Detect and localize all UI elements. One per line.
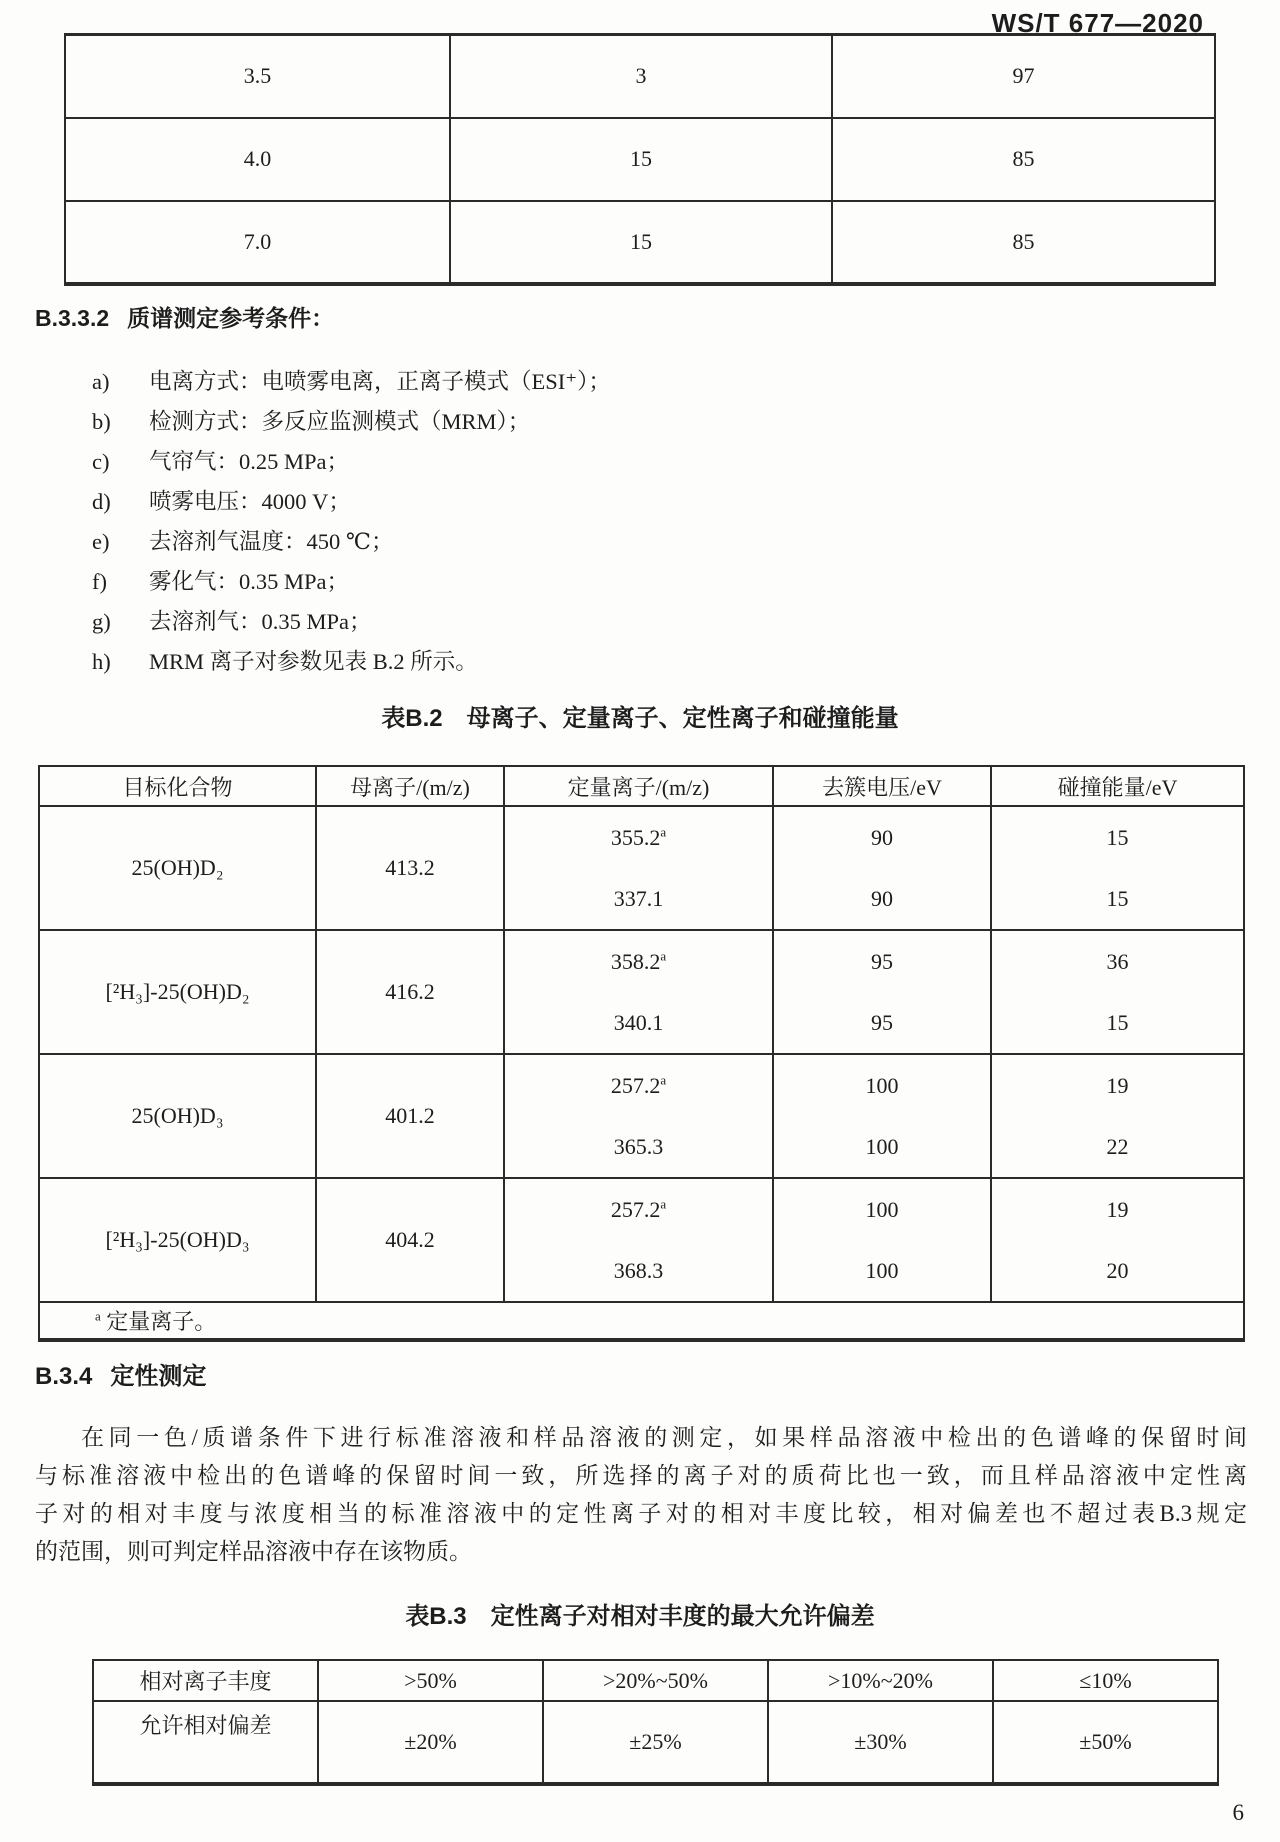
list-item-label: b) — [92, 409, 111, 434]
value: 15 — [1106, 825, 1129, 850]
list-item-text: 电离方式：电喷雾电离，正离子模式（ESI⁺）； — [149, 369, 611, 394]
table-caption-title: 定性离子对相对丰度的最大允许偏差 — [490, 1603, 875, 1630]
page-number: 6 — [1232, 1800, 1244, 1825]
table-cell: 15 — [450, 118, 832, 201]
body-paragraph — [35, 1419, 1247, 1571]
dp-cell — [773, 1054, 991, 1178]
table-row — [93, 1660, 1218, 1701]
list-item-text: 喷雾电压：4000 V； — [149, 489, 351, 514]
row-label: 相对离子丰度 — [93, 1660, 318, 1701]
value: 100 — [865, 1073, 899, 1098]
table-caption-title: 母离子、定量离子、定性离子和碰撞能量 — [466, 705, 899, 732]
table-row — [39, 1054, 1244, 1178]
footnote-text: 定量离子。 — [106, 1309, 217, 1334]
table-cell: 3 — [450, 35, 832, 118]
section-number: B.3.3.2 — [35, 305, 110, 331]
section-title: 定性测定 — [110, 1363, 207, 1390]
value: 355.2$^a$ — [610, 824, 667, 850]
value: 15 — [1106, 1010, 1129, 1035]
column-header: 碰撞能量/eV — [991, 766, 1244, 806]
table-cell: >20%~50% — [543, 1660, 768, 1701]
section-heading-b332 — [35, 301, 334, 335]
value: 257.2$^a$ — [610, 1196, 667, 1222]
column-header: 目标化合物 — [39, 766, 316, 806]
value: 365.3 — [613, 1134, 664, 1159]
value: 358.2$^a$ — [610, 948, 667, 974]
column-header: 去簇电压/eV — [773, 766, 991, 806]
list-item-label: d) — [92, 489, 111, 514]
table-cell: 85 — [832, 201, 1215, 284]
table-b3-deviation — [92, 1659, 1219, 1786]
table-footnote-row — [39, 1302, 1244, 1340]
table-cell: ±20% — [318, 1701, 543, 1784]
table-cell: ±25% — [543, 1701, 768, 1784]
precursor-cell: 404.2 — [316, 1178, 504, 1302]
quant-ion-cell — [504, 806, 773, 930]
value: 90 — [871, 886, 893, 911]
table-cell: 7.0 — [65, 201, 450, 284]
compound-cell: [²H₃]-25(OH)D₃ — [39, 1178, 316, 1302]
table-cell: 85 — [832, 118, 1215, 201]
table-cell: ±50% — [993, 1701, 1218, 1784]
section-title: 质谱测定参考条件： — [127, 305, 335, 331]
table-cell: >50% — [318, 1660, 543, 1701]
quant-ion-cell — [504, 1054, 773, 1178]
table-row — [65, 201, 1215, 284]
value: 20 — [1106, 1258, 1129, 1283]
list-item — [92, 402, 530, 442]
list-item-text: 检测方式：多反应监测模式（MRM）； — [149, 409, 531, 434]
table-cell: ≤10% — [993, 1660, 1218, 1701]
value: 100 — [865, 1197, 899, 1222]
list-item — [92, 522, 394, 562]
table-row — [39, 1178, 1244, 1302]
footnote-marker: a — [95, 1308, 101, 1324]
table-row — [65, 35, 1215, 118]
table-row — [93, 1701, 1218, 1784]
list-item-label: e) — [92, 529, 110, 554]
list-item — [92, 562, 349, 602]
ce-cell — [991, 806, 1244, 930]
compound-cell: 25(OH)D₃ — [39, 1054, 316, 1178]
precursor-cell: 401.2 — [316, 1054, 504, 1178]
value: 100 — [865, 1134, 899, 1159]
table-row — [39, 806, 1244, 930]
table-row — [65, 118, 1215, 201]
list-item-text: 雾化气：0.35 MPa； — [149, 569, 350, 594]
paragraph-line: 在同一色/质谱条件下进行标准溶液和样品溶液的测定，如果样品溶液中检出的色谱峰的保留时间 — [81, 1425, 1247, 1450]
compound-cell: [²H₃]-25(OH)D₂ — [39, 930, 316, 1054]
table-row — [39, 930, 1244, 1054]
list-item-label: f) — [92, 569, 107, 594]
value: 36 — [1106, 949, 1129, 974]
list-item-label: g) — [92, 609, 111, 634]
dp-cell — [773, 806, 991, 930]
column-header: 定量离子/(m/z) — [504, 766, 773, 806]
table-cell: 4.0 — [65, 118, 450, 201]
value: 100 — [865, 1258, 899, 1283]
value: 368.3 — [613, 1258, 664, 1283]
list-item — [92, 642, 478, 682]
quant-ion-cell — [504, 930, 773, 1054]
table-b2-caption — [0, 704, 1280, 734]
standard-number-header: WS/T 677—2020 — [991, 8, 1204, 38]
list-item-label: a) — [92, 369, 110, 394]
list-item — [92, 482, 351, 522]
list-item-label: c) — [92, 449, 110, 474]
value: 257.2$^a$ — [610, 1072, 667, 1098]
table-cell: 97 — [832, 35, 1215, 118]
list-item-text: MRM 离子对参数见表 B.2 所示。 — [149, 649, 478, 674]
precursor-cell: 413.2 — [316, 806, 504, 930]
value: 340.1 — [613, 1010, 664, 1035]
ce-cell — [991, 1054, 1244, 1178]
list-item — [92, 602, 372, 642]
row-label: 允许相对偏差 — [93, 1701, 318, 1784]
table-header-row — [39, 766, 1244, 806]
paragraph-line: 的范围，则可判定样品溶液中存在该物质。 — [35, 1539, 472, 1564]
list-item-text: 去溶剂气温度：450 ℃； — [149, 529, 394, 554]
table-caption-label: 表B.2 — [381, 705, 443, 732]
dp-cell — [773, 930, 991, 1054]
table-cell: >10%~20% — [768, 1660, 993, 1701]
section-heading-b34 — [35, 1360, 206, 1394]
value: 19 — [1106, 1197, 1129, 1222]
list-item — [92, 442, 349, 482]
value: 19 — [1106, 1073, 1129, 1098]
table-b2-ion-pairs — [38, 765, 1245, 1342]
list-item — [92, 362, 611, 402]
ce-cell — [991, 1178, 1244, 1302]
value: 337.1 — [613, 886, 664, 911]
ce-cell — [991, 930, 1244, 1054]
value: 22 — [1106, 1134, 1129, 1159]
paragraph-line: 与标准溶液中检出的色谱峰的保留时间一致，所选择的离子对的质荷比也一致，而且样品溶液中定性离 — [35, 1463, 1247, 1488]
quant-ion-cell — [504, 1178, 773, 1302]
value: 15 — [1106, 886, 1129, 911]
list-item-label: h) — [92, 649, 111, 674]
table-cell: 15 — [450, 201, 832, 284]
value: 95 — [871, 1010, 893, 1035]
value: 95 — [871, 949, 893, 974]
section-number: B.3.4 — [35, 1363, 93, 1390]
table-cell: 3.5 — [65, 35, 450, 118]
list-item-text: 气帘气：0.25 MPa； — [149, 449, 350, 474]
table-b3-caption — [0, 1602, 1280, 1632]
compound-cell: 25(OH)D₂ — [39, 806, 316, 930]
paragraph-line: 子对的相对丰度与浓度相当的标准溶液中的定性离子对的相对丰度比较，相对偏差也不超过表B.3规定 — [35, 1501, 1247, 1526]
list-item-text: 去溶剂气：0.35 MPa； — [149, 609, 372, 634]
value: 90 — [871, 825, 893, 850]
precursor-cell: 416.2 — [316, 930, 504, 1054]
gradient-table-continued — [64, 33, 1216, 286]
table-footnote — [39, 1302, 1244, 1340]
column-header: 母离子/(m/z) — [316, 766, 504, 806]
table-cell: ±30% — [768, 1701, 993, 1784]
dp-cell — [773, 1178, 991, 1302]
table-caption-label: 表B.3 — [405, 1603, 467, 1630]
